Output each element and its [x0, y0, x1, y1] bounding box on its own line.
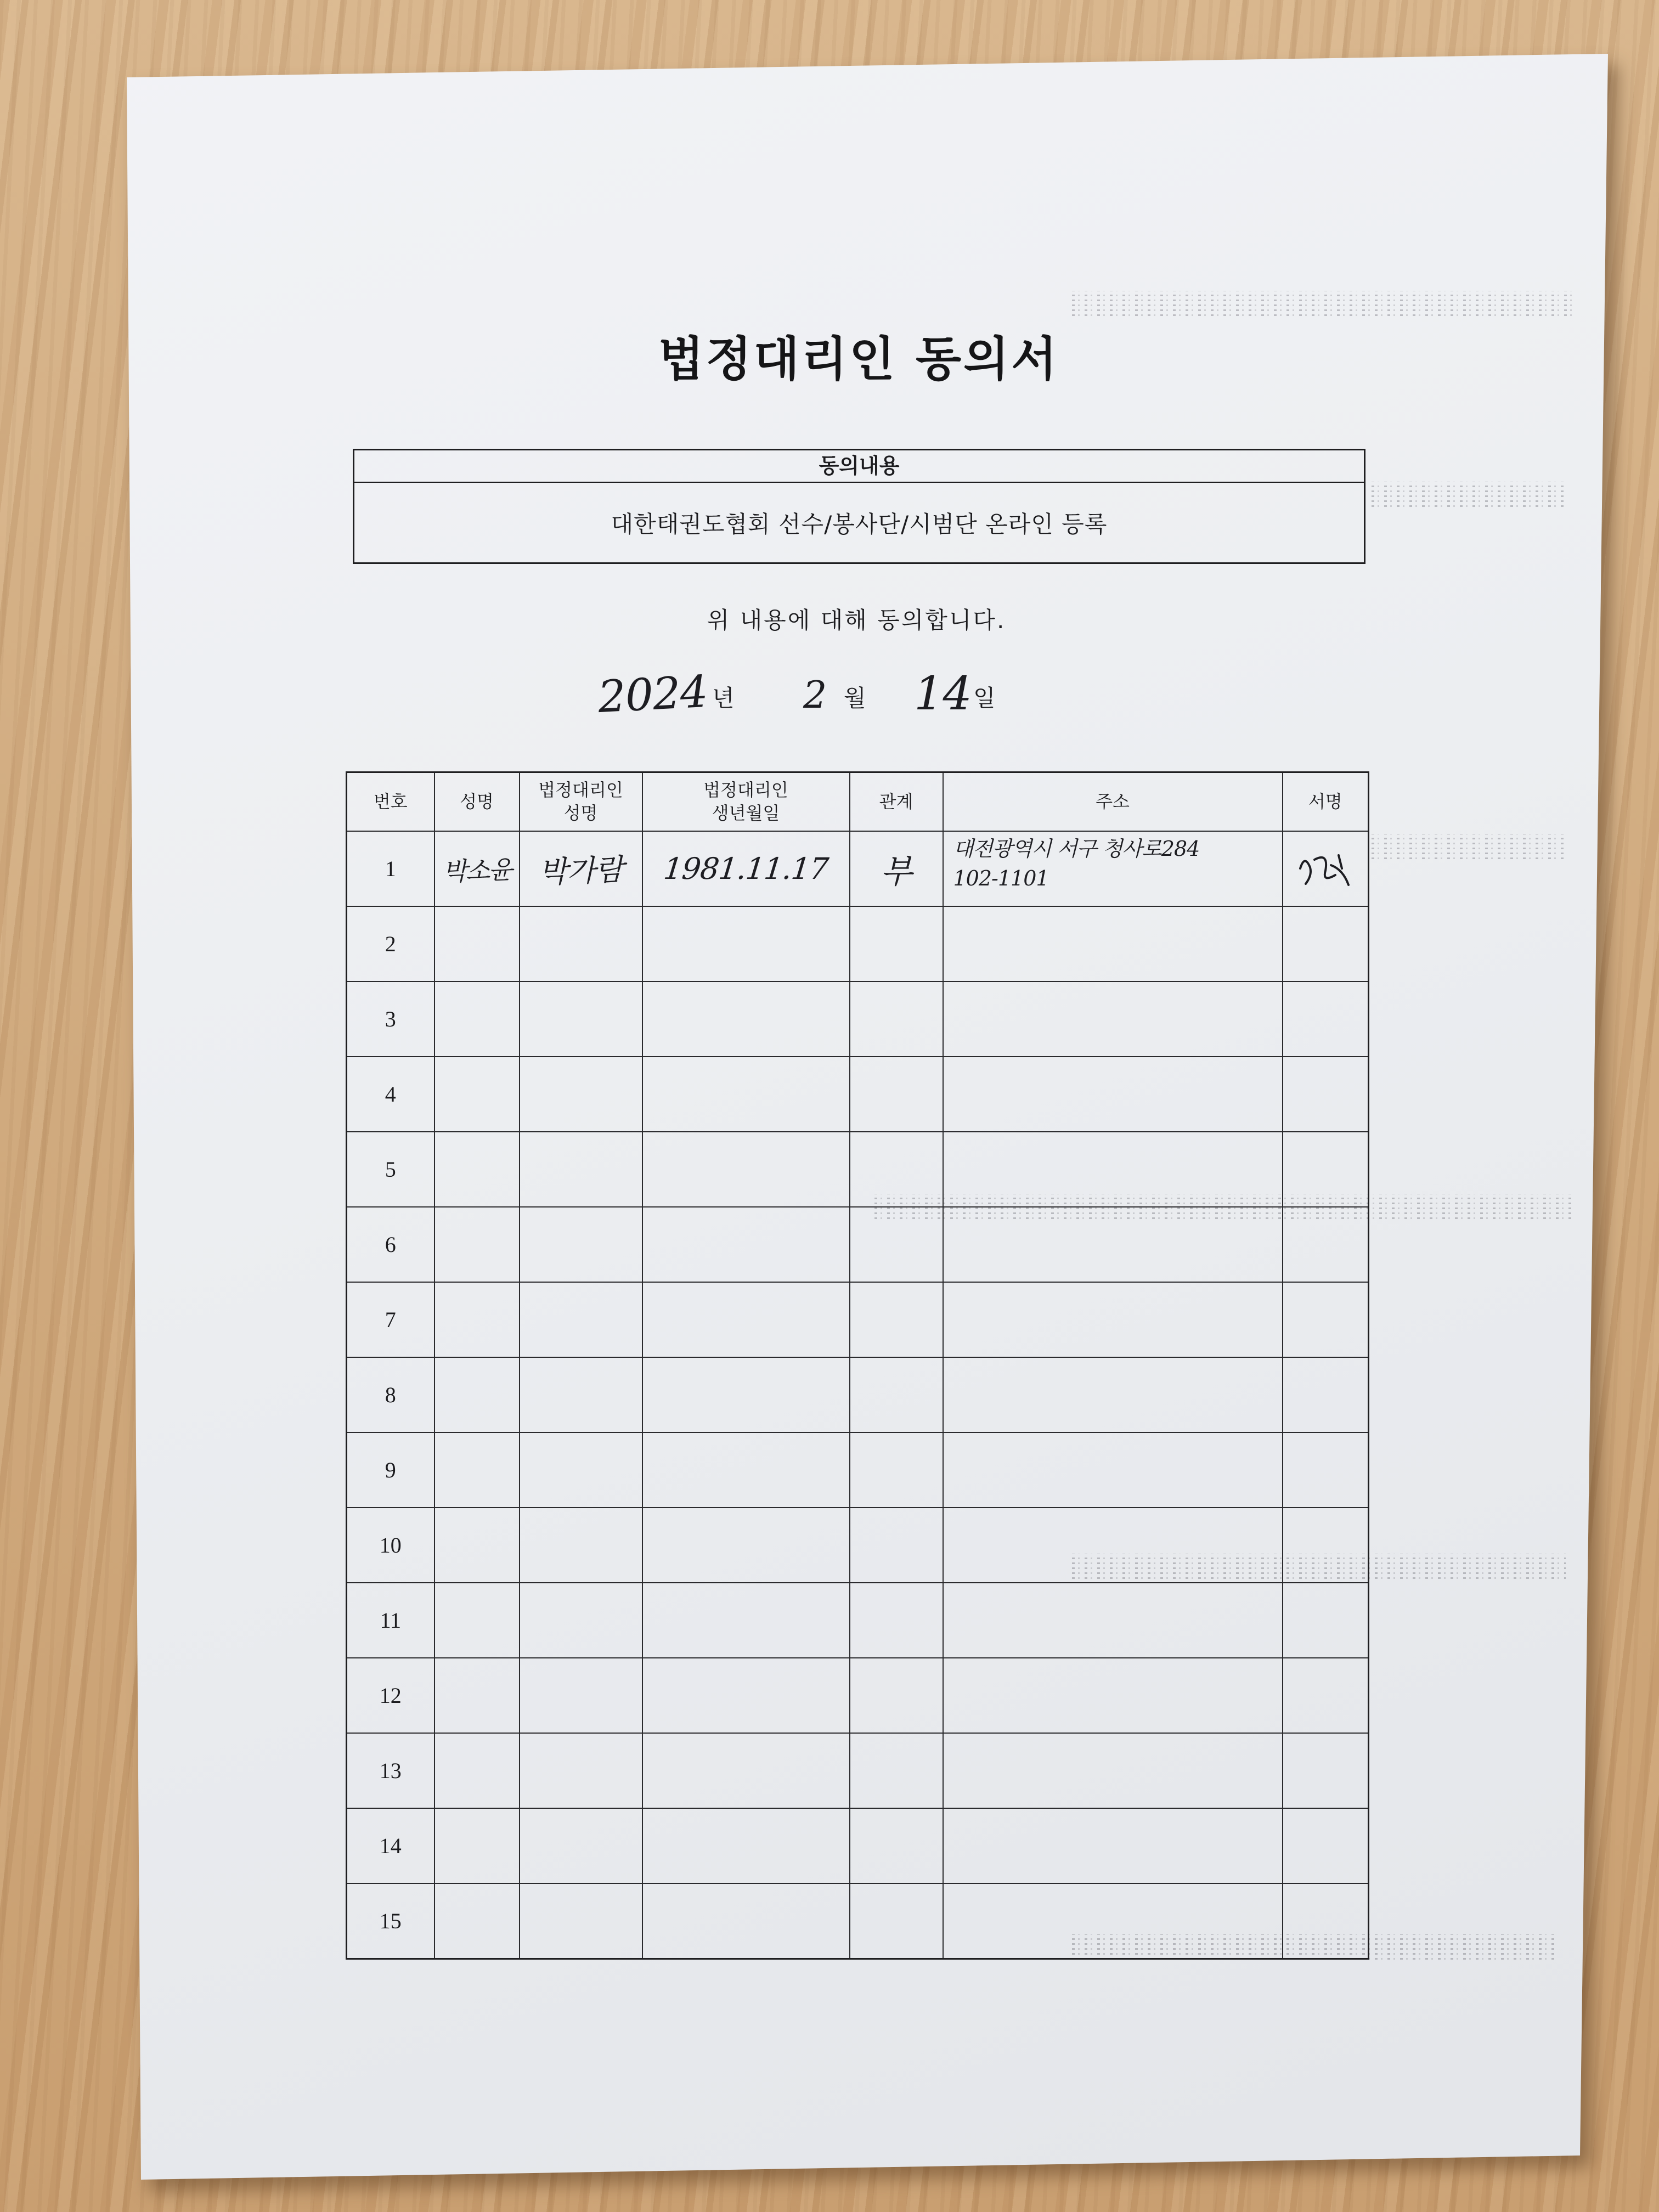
guardian-birthdate-cell [642, 1057, 850, 1132]
header-label: 성명 [563, 802, 598, 823]
name-cell [435, 1357, 520, 1432]
address-cell [943, 1357, 1283, 1432]
table-row [347, 1132, 1369, 1207]
name-cell [435, 981, 520, 1057]
guardian-name-text: 박가람 [538, 852, 624, 890]
relation-cell [850, 1057, 943, 1132]
address-cell [943, 1057, 1283, 1132]
printer-noise [1072, 291, 1573, 316]
row-number-text: 13 [379, 1758, 402, 1783]
name-cell [435, 831, 520, 906]
header-name [435, 772, 520, 832]
guardian-birthdate-cell [642, 1733, 850, 1808]
table-row [347, 1432, 1369, 1508]
row-number-cell [347, 1733, 435, 1808]
guardian-name-cell [520, 1207, 642, 1282]
signature-cell [1283, 981, 1369, 1057]
relation-cell [850, 1658, 943, 1733]
relation-cell [850, 831, 943, 906]
header-label: 서명 [1308, 791, 1342, 812]
guardian-birthdate-cell [642, 981, 850, 1057]
row-number-cell [347, 1508, 435, 1583]
row-number-text: 4 [385, 1082, 396, 1107]
signature-cell [1283, 1432, 1369, 1508]
name-cell [435, 1508, 520, 1583]
address-cell [943, 1282, 1283, 1357]
header-guardian-birthdate [642, 772, 850, 832]
row-number-text: 15 [379, 1909, 402, 1933]
table-row [347, 1207, 1369, 1282]
consent-box [353, 449, 1365, 564]
relation-cell [850, 1583, 943, 1658]
name-text: 박소윤 [442, 854, 512, 887]
guardian-birthdate-cell [642, 831, 850, 906]
guardian-name-cell [520, 1432, 642, 1508]
guardian-name-cell [520, 1057, 642, 1132]
name-cell [435, 1808, 520, 1883]
relation-text: 부 [881, 852, 912, 891]
row-number-cell [347, 1583, 435, 1658]
date-year: 2024 [596, 665, 709, 723]
row-number-text: 10 [379, 1533, 402, 1558]
header-label: 성명 [460, 791, 494, 812]
row-number-text: 3 [385, 1007, 396, 1031]
table-row [347, 981, 1369, 1057]
relation-cell [850, 906, 943, 981]
relation-cell [850, 1733, 943, 1808]
consent-box-header: 동의내용 [354, 450, 1364, 483]
table-row [347, 1357, 1369, 1432]
relation-cell [850, 1508, 943, 1583]
guardian-birthdate-cell [642, 1357, 850, 1432]
signature-cell [1283, 831, 1369, 906]
table-row [347, 1508, 1369, 1583]
date-month-unit: 월 [844, 685, 866, 712]
address-cell [943, 1207, 1283, 1282]
consent-box-content: 대한태권도협회 선수/봉사단/시범단 온라인 등록 [611, 510, 1108, 538]
relation-cell [850, 981, 943, 1057]
date-day-unit: 일 [973, 685, 996, 712]
signature-cell [1283, 1733, 1369, 1808]
registration-table [346, 771, 1369, 1960]
signature-cell [1283, 1132, 1369, 1207]
address-line: 102-1101 [953, 866, 1049, 890]
row-number-cell [347, 1883, 435, 1959]
printer-noise [1372, 834, 1564, 859]
guardian-name-cell [520, 1658, 642, 1733]
address-cell [943, 1583, 1283, 1658]
signature-cell [1283, 1658, 1369, 1733]
header-label: 생년월일 [712, 802, 780, 823]
row-number-cell [347, 1207, 435, 1282]
signature-cell [1283, 906, 1369, 981]
row-number-cell [347, 1658, 435, 1733]
guardian-birthdate-cell [642, 1808, 850, 1883]
address-cell [943, 1883, 1283, 1959]
guardian-name-cell [520, 831, 642, 906]
row-number-cell [347, 1432, 435, 1508]
relation-cell [850, 1282, 943, 1357]
name-cell [435, 1658, 520, 1733]
guardian-birthdate-cell [642, 1508, 850, 1583]
name-cell [435, 906, 520, 981]
address-cell [943, 1508, 1283, 1583]
table-row [347, 831, 1369, 906]
guardian-name-cell [520, 1282, 642, 1357]
guardian-name-cell [520, 906, 642, 981]
name-cell [435, 1282, 520, 1357]
row-number-text: 11 [380, 1608, 401, 1633]
address-cell [943, 906, 1283, 981]
signature-cell [1283, 1883, 1369, 1959]
date-day: 14 [914, 667, 972, 720]
relation-cell [850, 1207, 943, 1282]
relation-cell [850, 1357, 943, 1432]
address-cell [943, 1432, 1283, 1508]
row-number-cell [347, 906, 435, 981]
date-month: 2 [803, 674, 827, 717]
table-row [347, 1282, 1369, 1357]
guardian-name-cell [520, 1583, 642, 1658]
row-number-text: 6 [385, 1232, 396, 1257]
row-number-cell [347, 1282, 435, 1357]
header-relation [850, 772, 943, 832]
guardian-name-cell [520, 1808, 642, 1883]
name-cell [435, 1883, 520, 1959]
header-number [347, 772, 435, 832]
guardian-birthdate-cell [642, 1583, 850, 1658]
table-header-row [347, 772, 1369, 832]
row-number-cell [347, 1808, 435, 1883]
table-row [347, 1733, 1369, 1808]
signature-cell [1283, 1057, 1369, 1132]
row-number-text: 8 [385, 1383, 396, 1407]
name-cell [435, 1432, 520, 1508]
header-guardian-name [520, 772, 642, 832]
row-number-text: 12 [379, 1683, 402, 1708]
signature-cell [1283, 1583, 1369, 1658]
address-cell [943, 1733, 1283, 1808]
name-cell [435, 1057, 520, 1132]
guardian-name-cell [520, 1132, 642, 1207]
address-cell [943, 981, 1283, 1057]
row-number-cell [347, 981, 435, 1057]
header-label: 관계 [879, 791, 913, 812]
address-cell [943, 831, 1283, 906]
relation-cell [850, 1132, 943, 1207]
signature-cell [1283, 1808, 1369, 1883]
address-cell [943, 1658, 1283, 1733]
name-cell [435, 1207, 520, 1282]
header-signature [1283, 772, 1369, 832]
row-number-cell [347, 1132, 435, 1207]
table-row [347, 1057, 1369, 1132]
header-address [943, 772, 1283, 832]
guardian-birthdate-cell [642, 1658, 850, 1733]
row-number-cell [347, 1057, 435, 1132]
row-number-cell [347, 1357, 435, 1432]
row-number-text: 1 [385, 856, 396, 881]
table-row [347, 1658, 1369, 1733]
row-number-text: 14 [379, 1833, 402, 1858]
guardian-birthdate-cell [642, 1883, 850, 1959]
guardian-birthdate-cell [642, 906, 850, 981]
table-row [347, 1883, 1369, 1959]
guardian-birthdate-text: 1981.11.17 [662, 851, 830, 886]
address-cell [943, 1132, 1283, 1207]
table-row [347, 906, 1369, 981]
agreement-statement: 위 내용에 대해 동의합니다. [707, 607, 1006, 634]
signature-cell [1283, 1282, 1369, 1357]
guardian-birthdate-cell [642, 1432, 850, 1508]
header-label: 법정대리인 [538, 779, 623, 800]
date-year-unit: 년 [712, 685, 735, 712]
document-title: 법정대리인 동의서 [658, 332, 1059, 387]
address-cell [943, 1808, 1283, 1883]
guardian-name-cell [520, 981, 642, 1057]
name-cell [435, 1132, 520, 1207]
relation-cell [850, 1883, 943, 1959]
row-number-text: 9 [385, 1458, 396, 1482]
guardian-name-cell [520, 1733, 642, 1808]
signature-cell [1283, 1508, 1369, 1583]
header-label: 주소 [1096, 791, 1130, 812]
guardian-birthdate-cell [642, 1282, 850, 1357]
guardian-birthdate-cell [642, 1132, 850, 1207]
relation-cell [850, 1432, 943, 1508]
row-number-text: 2 [385, 932, 396, 956]
signature-mark [1293, 843, 1358, 893]
row-number-text: 5 [385, 1157, 396, 1182]
printer-noise [1372, 482, 1564, 507]
signature-cell [1283, 1207, 1369, 1282]
header-label: 번호 [373, 791, 408, 812]
relation-cell [850, 1808, 943, 1883]
table-row [347, 1808, 1369, 1883]
name-cell [435, 1733, 520, 1808]
address-line: 대전광역시 서구 청사로284 [953, 837, 1200, 861]
row-number-cell [347, 831, 435, 906]
guardian-name-cell [520, 1357, 642, 1432]
guardian-name-cell [520, 1508, 642, 1583]
header-label: 법정대리인 [703, 779, 788, 800]
guardian-birthdate-cell [642, 1207, 850, 1282]
table-row [347, 1583, 1369, 1658]
name-cell [435, 1583, 520, 1658]
row-number-text: 7 [385, 1307, 396, 1332]
signature-cell [1283, 1357, 1369, 1432]
table-body [347, 831, 1369, 1959]
guardian-name-cell [520, 1883, 642, 1959]
